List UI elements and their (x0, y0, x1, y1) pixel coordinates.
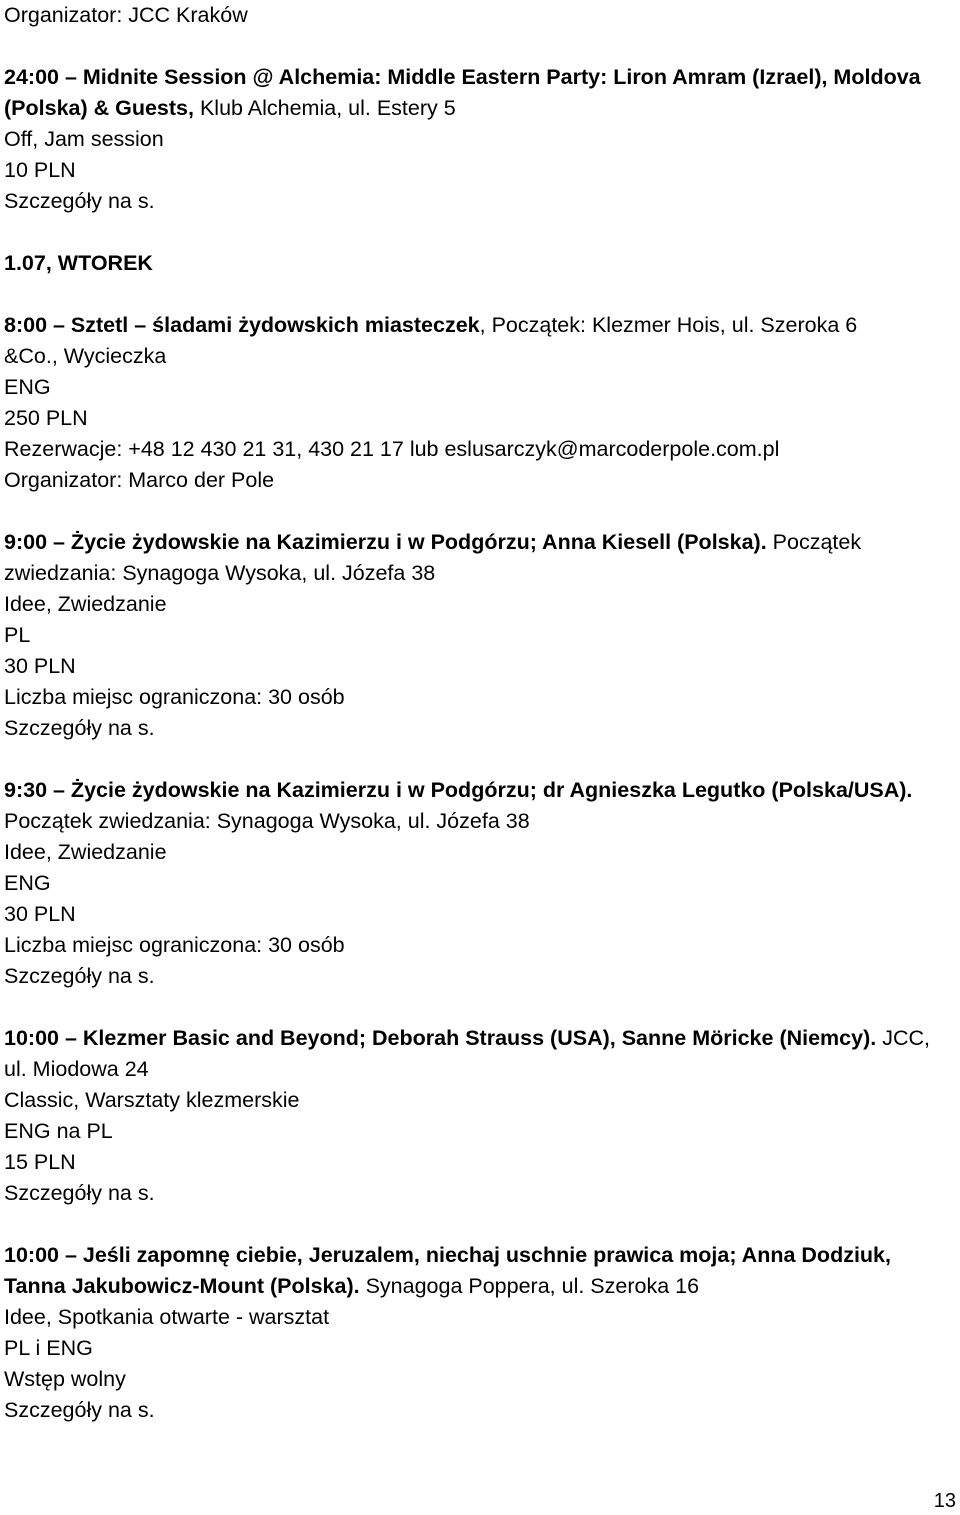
event-place-cont: zwiedzania: Synagoga Wysoka, ul. Józefa 38 (4, 561, 436, 585)
event-title-line (4, 310, 956, 341)
event-details: Szczegóły na s. (4, 1181, 155, 1205)
event-place-cont: ul. Miodowa 24 (4, 1057, 149, 1081)
event-language: ENG (4, 871, 51, 895)
event-place: Początek zwiedzania: Synagoga Wysoka, ul. Józefa 38 (4, 809, 530, 833)
event-klezmer (4, 1023, 956, 1209)
event-category: Classic, Warsztaty klezmerskie (4, 1088, 300, 1112)
event-details: Szczegóły na s. (4, 716, 155, 740)
event-title: 9:30 – Życie żydowskie na Kazimierzu i w Podgórzu; dr Agnieszka Legutko (Polska/USA). (4, 778, 913, 802)
event-title: 8:00 – Sztetl – śladami żydowskich miasteczek (4, 313, 480, 337)
event-place: JCC, (876, 1026, 930, 1050)
event-price: 30 PLN (4, 654, 76, 678)
event-place: , Początek: Klezmer Hois, ul. Szeroka 6 (479, 313, 858, 337)
event-price: 10 PLN (4, 158, 76, 182)
event-title-part: Tanna Jakubowicz-Mount (Polska). (4, 1274, 360, 1298)
event-details: Szczegóły na s. (4, 1398, 155, 1422)
event-title: 10:00 – Jeśli zapomnę ciebie, Jeruzalem, niechaj uschnie prawica moja; Anna Dodziuk, (4, 1243, 891, 1267)
event-price: 15 PLN (4, 1150, 76, 1174)
event-title-cont (4, 93, 956, 124)
event-price: 250 PLN (4, 406, 88, 430)
event-category: Idee, Zwiedzanie (4, 592, 167, 616)
event-midnite-session (4, 62, 956, 217)
event-dodziuk (4, 1240, 956, 1426)
spacer (4, 992, 956, 1023)
event-language: PL i ENG (4, 1336, 93, 1360)
event-limit: Liczba miejsc ograniczona: 30 osób (4, 933, 345, 957)
event-organizer: Organizator: Marco der Pole (4, 468, 275, 492)
event-limit: Liczba miejsc ograniczona: 30 osób (4, 685, 345, 709)
spacer (4, 496, 956, 527)
event-details: Szczegóły na s. (4, 964, 155, 988)
event-title: 24:00 – Midnite Session @ Alchemia: Middle Eastern Party: Liron Amram (Izrael), Moldova (4, 65, 921, 89)
spacer (4, 744, 956, 775)
event-language: ENG na PL (4, 1119, 113, 1143)
page-number: 13 (933, 1490, 956, 1512)
event-place-cont (4, 341, 956, 372)
spacer (4, 279, 956, 310)
event-category: , Wycieczka (51, 344, 167, 368)
event-price: 30 PLN (4, 902, 76, 926)
event-language: ENG (4, 375, 51, 399)
event-place: Początek (766, 530, 862, 554)
event-category: Idee, Spotkania otwarte - warsztat (4, 1305, 330, 1329)
event-title: 9:00 – Życie żydowskie na Kazimierzu i w Podgórzu; Anna Kiesell (Polska). (4, 530, 767, 554)
spacer (4, 31, 956, 62)
spacer (4, 217, 956, 248)
event-kiesell (4, 527, 956, 744)
event-category: Off, Jam session (4, 127, 164, 151)
event-price: Wstęp wolny (4, 1367, 126, 1391)
event-title: 10:00 – Klezmer Basic and Beyond; Deborah Strauss (USA), Sanne Möricke (Niemcy). (4, 1026, 877, 1050)
event-title-part: (Polska) & Guests, (4, 96, 194, 120)
spacer (4, 1209, 956, 1240)
event-legutko (4, 775, 956, 992)
event-sztetl (4, 310, 956, 496)
day-heading: 1.07, WTOREK (4, 251, 153, 275)
event-place: Klub Alchemia, ul. Estery 5 (193, 96, 456, 120)
event-language: PL (4, 623, 31, 647)
event-title-line (4, 1023, 956, 1054)
event-place-part: &Co. (4, 344, 52, 368)
event-reservations: Rezerwacje: +48 12 430 21 31, 430 21 17 lub eslusarczyk@marcoderpole.com.pl (4, 437, 780, 461)
event-category: Idee, Zwiedzanie (4, 840, 167, 864)
event-place: Synagoga Poppera, ul. Szeroka 16 (359, 1274, 700, 1298)
event-details: Szczegóły na s. (4, 189, 155, 213)
organizer-line: Organizator: JCC Kraków (4, 3, 248, 27)
document-page (4, 0, 956, 1426)
event-title-cont (4, 1271, 956, 1302)
event-title-line (4, 527, 956, 558)
